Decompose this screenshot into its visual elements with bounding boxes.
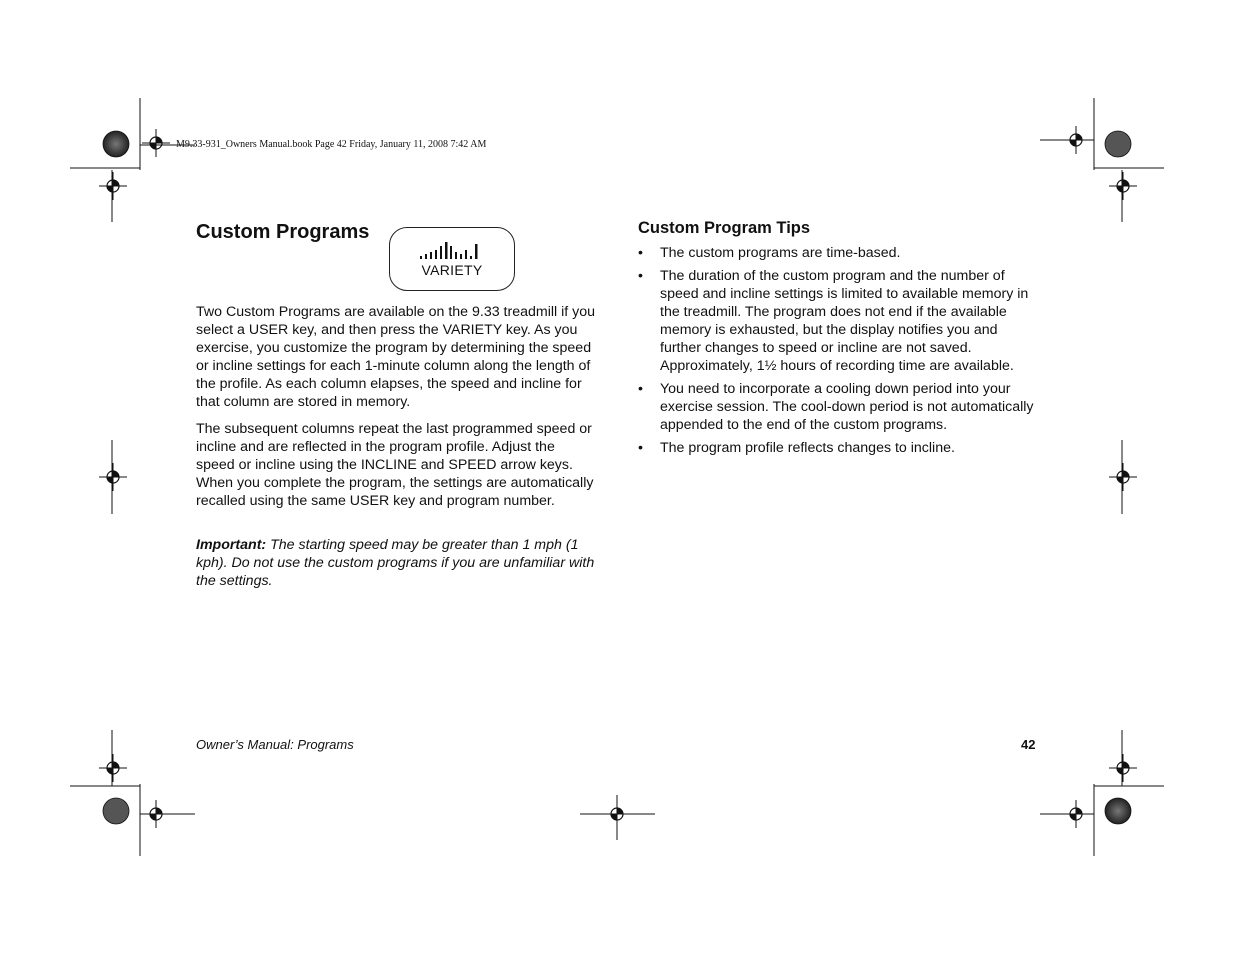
variety-key-label: VARIETY bbox=[421, 262, 483, 278]
tip-text: The duration of the custom program and the number of speed and incline settings is limited to available memory in the treadmill. The program does not end if the available memory is exhausted, but the display notifies you and further changes to speed or incline are not saved. Approximately, 1½ hours of recording time are available. bbox=[660, 268, 1029, 374]
bullet: • bbox=[638, 440, 643, 456]
list-item bbox=[638, 439, 1042, 457]
profile-bars-icon bbox=[418, 238, 488, 260]
tip-text: The custom programs are time-based. bbox=[660, 245, 901, 261]
important-label: Important: bbox=[196, 537, 267, 553]
list-item bbox=[638, 380, 1042, 434]
variety-key-graphic bbox=[389, 227, 515, 291]
tips-list bbox=[638, 244, 1042, 462]
intro-paragraph: Two Custom Programs are available on the 9.33 treadmill if you select a USER key, and then press the VARIETY key. As you exercise, you customize the program by determining the speed or incline settings for each 1-minute column along the length of the profile. As each column elapses, the speed and incline for that column are stored in memory. bbox=[196, 304, 596, 410]
bullet: • bbox=[638, 245, 643, 261]
print-header: M9.33-931_Owners Manual.book Page 42 Friday, January 11, 2008 7:42 AM bbox=[176, 139, 487, 150]
columns-paragraph: The subsequent columns repeat the last programmed speed or incline and are reflected in the program profile. Adjust the speed or incline using the INCLINE and SPEED arrow keys. When you complete the program, the settings are automatically recalled using the same USER key and program number. bbox=[196, 421, 594, 509]
bullet: • bbox=[638, 381, 643, 397]
important-text: The starting speed may be greater than 1 mph (1 kph). Do not use the custom programs if you are unfamiliar with the settings. bbox=[196, 537, 595, 589]
footer-section: Owner’s Manual: Programs bbox=[196, 737, 354, 752]
bullet: • bbox=[638, 268, 643, 284]
important-note bbox=[196, 536, 596, 590]
page-number: 42 bbox=[1021, 737, 1036, 752]
list-item bbox=[638, 244, 1042, 262]
tips-heading: Custom Program Tips bbox=[638, 219, 811, 237]
tip-text: You need to incorporate a cooling down period into your exercise session. The cool-down period is not automatically appended to the end of the custom programs. bbox=[660, 381, 1034, 433]
list-item bbox=[638, 267, 1042, 375]
page-title: Custom Programs bbox=[196, 221, 370, 243]
tip-text: The program profile reflects changes to incline. bbox=[660, 440, 955, 456]
